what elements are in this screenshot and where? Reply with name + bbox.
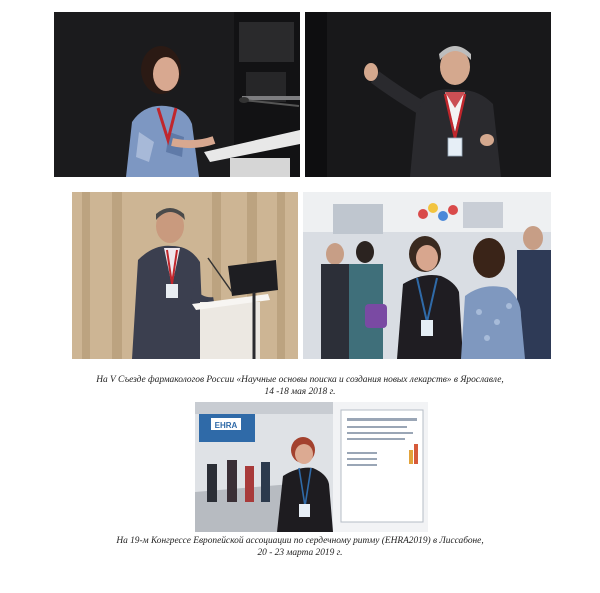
caption-yaroslavl-line2: 14 -18 мая 2018 г. xyxy=(264,387,336,397)
caption-yaroslavl xyxy=(40,374,560,398)
photo-conference-crowd xyxy=(303,192,551,359)
photo-speaker-woman xyxy=(54,12,300,177)
caption-lisbon-line1: На 19-м Конгрессе Европейской ассоциации по сердечному ритму (EHRA2019) в Лиссабоне, xyxy=(116,536,484,546)
caption-yaroslavl-line1: На V Съезде фармакологов России «Научные основы поиска и создания новых лекарств» в Ярославле, xyxy=(96,375,504,385)
photo-ehra-poster-hall xyxy=(195,402,428,532)
caption-lisbon-line2: 20 - 23 марта 2019 г. xyxy=(257,548,343,558)
photo-speaker-man-gesturing xyxy=(305,12,551,177)
ehra-sign-text: EHRA xyxy=(214,421,238,430)
photo-speaker-man-lectern xyxy=(72,192,298,359)
caption-lisbon xyxy=(40,535,560,559)
